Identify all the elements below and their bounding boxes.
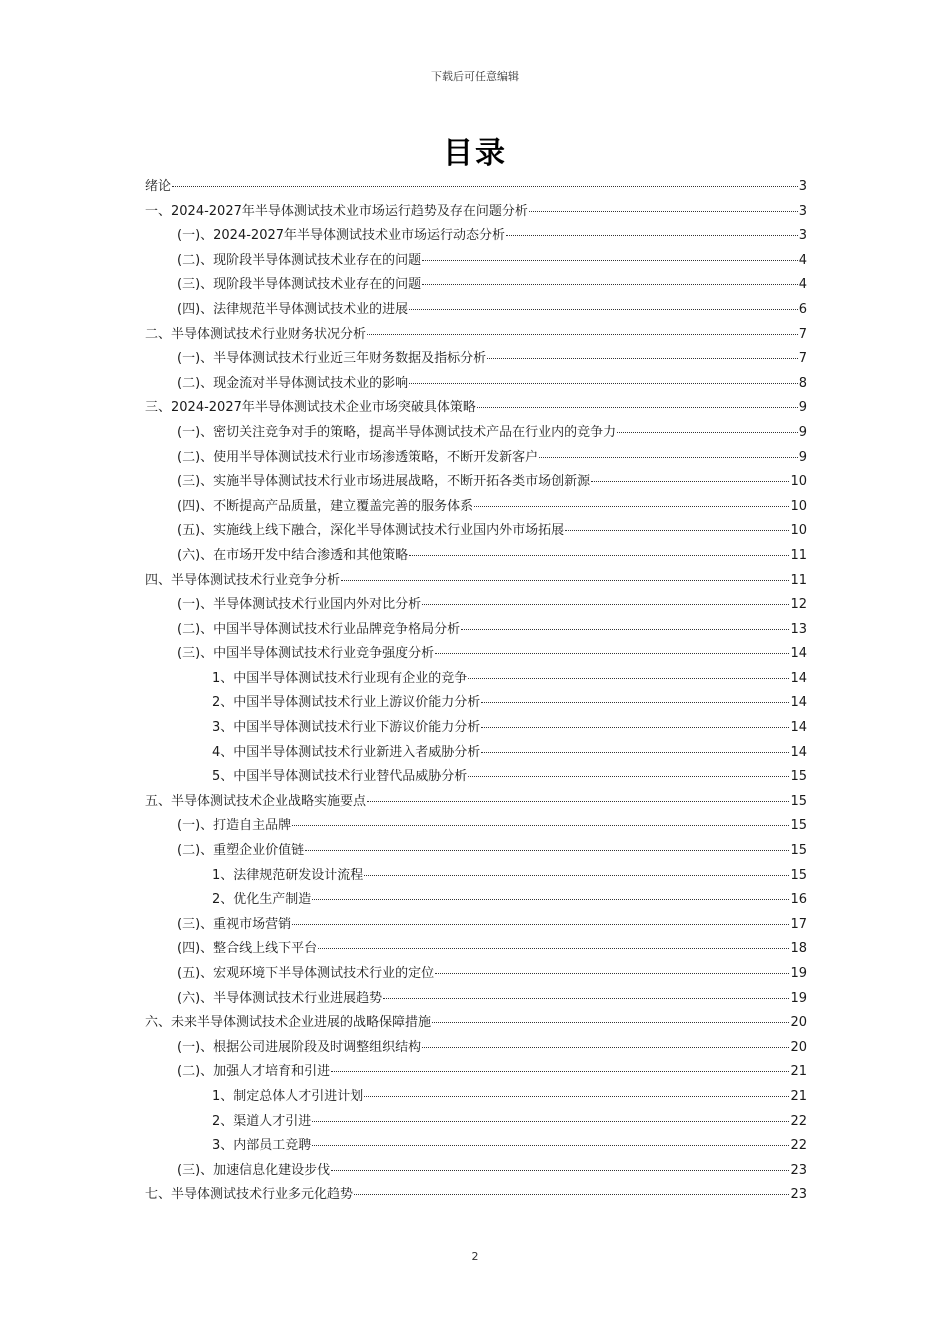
- toc-entry[interactable]: [145, 937, 807, 962]
- toc-entry-label: (三)、实施半导体测试技术行业市场进展战略，不断开拓各类市场创新源: [177, 474, 591, 490]
- toc-entry-page: 4: [798, 277, 807, 293]
- toc-entry-page: 16: [790, 892, 807, 908]
- toc-entry-page: 14: [790, 646, 807, 662]
- toc-entry-label: (二)、现阶段半导体测试技术业存在的问题: [177, 252, 422, 268]
- toc-entry-page: 3: [798, 179, 807, 194]
- toc-entry-page: 19: [790, 966, 807, 981]
- toc-entry[interactable]: [145, 495, 807, 520]
- toc-entry-page: 9: [798, 424, 807, 440]
- toc-entry-page: 10: [790, 523, 807, 539]
- toc-entry-page: 10: [790, 474, 807, 490]
- toc-entry-page: 7: [798, 351, 807, 367]
- toc-entry-page: 9: [798, 400, 807, 416]
- toc-entry[interactable]: [145, 446, 807, 471]
- toc-entry-page: 15: [790, 818, 807, 834]
- toc-dot-leader: [409, 382, 798, 384]
- toc-entry[interactable]: [145, 1085, 807, 1110]
- toc-entry[interactable]: [145, 298, 807, 323]
- toc-entry-page: 14: [790, 720, 807, 736]
- toc-dot-leader: [422, 283, 798, 285]
- table-of-contents: [145, 175, 807, 1208]
- toc-dot-leader: [331, 1169, 789, 1171]
- toc-entry[interactable]: [145, 323, 807, 348]
- toc-entry-page: 18: [790, 941, 807, 957]
- toc-entry[interactable]: [145, 224, 807, 249]
- toc-dot-leader: [367, 800, 789, 802]
- toc-dot-leader: [409, 554, 789, 556]
- toc-entry[interactable]: [145, 790, 807, 815]
- toc-dot-leader: [422, 259, 798, 261]
- toc-entry[interactable]: [145, 470, 807, 495]
- toc-entry-page: 21: [790, 1088, 807, 1104]
- toc-dot-leader: [172, 185, 798, 187]
- toc-entry-label: 2、优化生产制造: [212, 892, 312, 908]
- toc-entry-page: 6: [798, 301, 807, 317]
- toc-entry-page: 21: [790, 1064, 807, 1080]
- toc-entry-page: 23: [790, 1187, 807, 1203]
- toc-entry-page: 12: [790, 597, 807, 613]
- toc-entry-page: 11: [790, 547, 807, 563]
- toc-entry[interactable]: [145, 962, 807, 987]
- toc-entry[interactable]: [145, 519, 807, 544]
- toc-dot-leader: [474, 505, 789, 507]
- toc-entry-label: (四)、不断提高产品质量，建立覆盖完善的服务体系: [177, 498, 474, 514]
- toc-entry-label: (五)、实施线上线下融合，深化半导体测试技术行业国内外市场拓展: [177, 523, 565, 539]
- toc-dot-leader: [617, 431, 798, 433]
- toc-title: 目录: [443, 136, 507, 171]
- toc-dot-leader: [487, 357, 798, 359]
- toc-entry[interactable]: [145, 569, 807, 594]
- toc-entry-label: (一)、打造自主品牌: [177, 818, 292, 834]
- toc-entry-label: (四)、整合线上线下平台: [177, 941, 318, 957]
- toc-entry-page: 15: [790, 843, 807, 859]
- toc-entry-page: 22: [790, 1113, 807, 1129]
- toc-entry-label: (五)、宏观环境下半导体测试技术行业的定位: [177, 966, 435, 981]
- toc-dot-leader: [477, 406, 798, 408]
- toc-entry-label: 五、半导体测试技术企业战略实施要点: [145, 793, 367, 809]
- toc-dot-leader: [331, 1070, 789, 1072]
- toc-entry-label: 绪论: [145, 179, 172, 194]
- toc-dot-leader: [435, 972, 789, 974]
- toc-entry-label: (三)、加速信息化建设步伐: [177, 1162, 331, 1178]
- toc-entry-page: 3: [798, 203, 807, 219]
- toc-entry-page: 19: [790, 990, 807, 1006]
- toc-entry-label: (二)、重塑企业价值链: [177, 843, 305, 859]
- toc-dot-leader: [468, 775, 789, 777]
- page-number: 2: [471, 1250, 479, 1263]
- toc-entry-label: (三)、现阶段半导体测试技术业存在的问题: [177, 277, 422, 293]
- toc-dot-leader: [312, 1120, 789, 1122]
- toc-dot-leader: [422, 603, 789, 605]
- toc-dot-leader: [383, 997, 789, 999]
- toc-entry-label: 1、法律规范研发设计流程: [212, 867, 364, 883]
- toc-entry[interactable]: [145, 987, 807, 1012]
- toc-entry[interactable]: [145, 175, 807, 200]
- toc-entry[interactable]: [145, 1134, 807, 1159]
- toc-entry-label: 2、中国半导体测试技术行业上游议价能力分析: [212, 695, 481, 711]
- toc-entry[interactable]: [145, 667, 807, 692]
- toc-entry-label: (一)、半导体测试技术行业国内外对比分析: [177, 597, 422, 613]
- toc-entry[interactable]: [145, 1159, 807, 1184]
- toc-entry[interactable]: [145, 396, 807, 421]
- toc-entry[interactable]: [145, 593, 807, 618]
- toc-entry-page: 10: [790, 498, 807, 514]
- toc-dot-leader: [292, 923, 789, 925]
- toc-entry-label: (一)、半导体测试技术行业近三年财务数据及指标分析: [177, 351, 487, 367]
- toc-entry-label: 四、半导体测试技术行业竞争分析: [145, 572, 341, 588]
- toc-entry[interactable]: [145, 1183, 807, 1208]
- toc-entry[interactable]: [145, 913, 807, 938]
- toc-entry[interactable]: [145, 544, 807, 569]
- toc-dot-leader: [312, 898, 789, 900]
- toc-dot-leader: [312, 1144, 789, 1146]
- toc-entry[interactable]: [145, 273, 807, 298]
- toc-dot-leader: [432, 1021, 789, 1023]
- toc-entry-label: (三)、重视市场营销: [177, 916, 292, 932]
- toc-entry-page: 15: [790, 769, 807, 785]
- toc-entry-label: (六)、在市场开发中结合渗透和其他策略: [177, 547, 409, 563]
- toc-entry-label: (一)、根据公司进展阶段及时调整组织结构: [177, 1039, 422, 1055]
- toc-entry[interactable]: [145, 200, 807, 225]
- toc-dot-leader: [354, 1193, 789, 1195]
- page-header-note: 下载后可任意编辑: [431, 70, 519, 83]
- toc-entry-label: (二)、现金流对半导体测试技术业的影响: [177, 375, 409, 391]
- toc-entry-label: 1、制定总体人才引进计划: [212, 1088, 364, 1104]
- toc-entry-page: 8: [798, 375, 807, 391]
- toc-entry-page: 14: [790, 695, 807, 711]
- toc-entry-label: 3、内部员工竞聘: [212, 1138, 312, 1154]
- toc-entry[interactable]: [145, 249, 807, 274]
- toc-entry[interactable]: [145, 372, 807, 397]
- toc-dot-leader: [539, 456, 798, 458]
- toc-entry-label: (二)、使用半导体测试技术行业市场渗透策略，不断开发新客户: [177, 449, 539, 465]
- toc-dot-leader: [367, 333, 798, 335]
- toc-dot-leader: [468, 677, 789, 679]
- toc-entry[interactable]: [145, 839, 807, 864]
- toc-entry-page: 14: [790, 744, 807, 760]
- toc-entry-page: 15: [790, 867, 807, 883]
- toc-dot-leader: [461, 628, 789, 630]
- toc-entry-label: 1、中国半导体测试技术行业现有企业的竞争: [212, 670, 468, 686]
- toc-entry-label: (二)、中国半导体测试技术行业品牌竞争格局分析: [177, 621, 461, 637]
- toc-entry-page: 13: [790, 621, 807, 637]
- toc-entry-page: 3: [798, 228, 807, 244]
- toc-entry[interactable]: [145, 741, 807, 766]
- toc-entry-page: 22: [790, 1138, 807, 1154]
- toc-entry-page: 20: [790, 1015, 807, 1031]
- toc-entry-label: 3、中国半导体测试技术行业下游议价能力分析: [212, 720, 481, 736]
- toc-entry-page: 7: [798, 326, 807, 342]
- toc-entry-label: 三、2024-2027年半导体测试技术企业市场突破具体策略: [145, 400, 476, 416]
- toc-dot-leader: [591, 480, 789, 482]
- toc-dot-leader: [481, 701, 789, 703]
- toc-entry-page: 4: [798, 252, 807, 268]
- toc-entry[interactable]: [145, 814, 807, 839]
- toc-entry[interactable]: [145, 716, 807, 741]
- toc-entry[interactable]: [145, 888, 807, 913]
- toc-entry-label: (一)、2024-2027年半导体测试技术业市场运行动态分析: [177, 228, 506, 244]
- toc-dot-leader: [529, 210, 798, 212]
- toc-entry[interactable]: [145, 618, 807, 643]
- toc-dot-leader: [481, 726, 789, 728]
- toc-entry-label: 六、未来半导体测试技术企业进展的战略保障措施: [145, 1015, 432, 1031]
- toc-entry[interactable]: [145, 691, 807, 716]
- toc-entry[interactable]: [145, 1011, 807, 1036]
- toc-entry-label: 2、渠道人才引进: [212, 1113, 312, 1129]
- toc-entry-page: 15: [790, 793, 807, 809]
- toc-entry[interactable]: [145, 864, 807, 889]
- toc-dot-leader: [341, 579, 789, 581]
- toc-entry-page: 14: [790, 670, 807, 686]
- toc-entry-label: 七、半导体测试技术行业多元化趋势: [145, 1187, 354, 1203]
- toc-entry-page: 11: [790, 572, 807, 588]
- toc-entry-label: (一)、密切关注竞争对手的策略，提高半导体测试技术产品在行业内的竞争力: [177, 424, 617, 440]
- toc-dot-leader: [318, 947, 789, 949]
- toc-entry-label: (三)、中国半导体测试技术行业竞争强度分析: [177, 646, 435, 662]
- toc-dot-leader: [481, 751, 789, 753]
- toc-entry[interactable]: [145, 642, 807, 667]
- toc-entry[interactable]: [145, 765, 807, 790]
- toc-entry-label: (四)、法律规范半导体测试技术业的进展: [177, 301, 409, 317]
- toc-entry[interactable]: [145, 421, 807, 446]
- toc-entry-label: 二、半导体测试技术行业财务状况分析: [145, 326, 367, 342]
- toc-entry-label: 5、中国半导体测试技术行业替代品威胁分析: [212, 769, 468, 785]
- toc-dot-leader: [364, 874, 789, 876]
- toc-entry[interactable]: [145, 1110, 807, 1135]
- toc-entry-page: 23: [790, 1162, 807, 1178]
- toc-entry-label: 一、2024-2027年半导体测试技术业市场运行趋势及存在问题分析: [145, 203, 528, 219]
- toc-entry-page: 20: [790, 1039, 807, 1055]
- toc-entry[interactable]: [145, 347, 807, 372]
- toc-dot-leader: [565, 529, 789, 531]
- toc-dot-leader: [409, 308, 798, 310]
- toc-dot-leader: [292, 824, 789, 826]
- toc-entry-page: 9: [798, 449, 807, 465]
- toc-entry-label: (二)、加强人才培育和引进: [177, 1064, 331, 1080]
- toc-entry-label: (六)、半导体测试技术行业进展趋势: [177, 990, 383, 1006]
- toc-dot-leader: [422, 1046, 789, 1048]
- toc-entry-page: 17: [790, 916, 807, 932]
- toc-entry[interactable]: [145, 1060, 807, 1085]
- toc-dot-leader: [506, 234, 798, 236]
- toc-dot-leader: [305, 849, 789, 851]
- toc-entry[interactable]: [145, 1036, 807, 1061]
- toc-entry-label: 4、中国半导体测试技术行业新进入者威胁分析: [212, 744, 481, 760]
- toc-dot-leader: [435, 652, 789, 654]
- toc-dot-leader: [364, 1095, 789, 1097]
